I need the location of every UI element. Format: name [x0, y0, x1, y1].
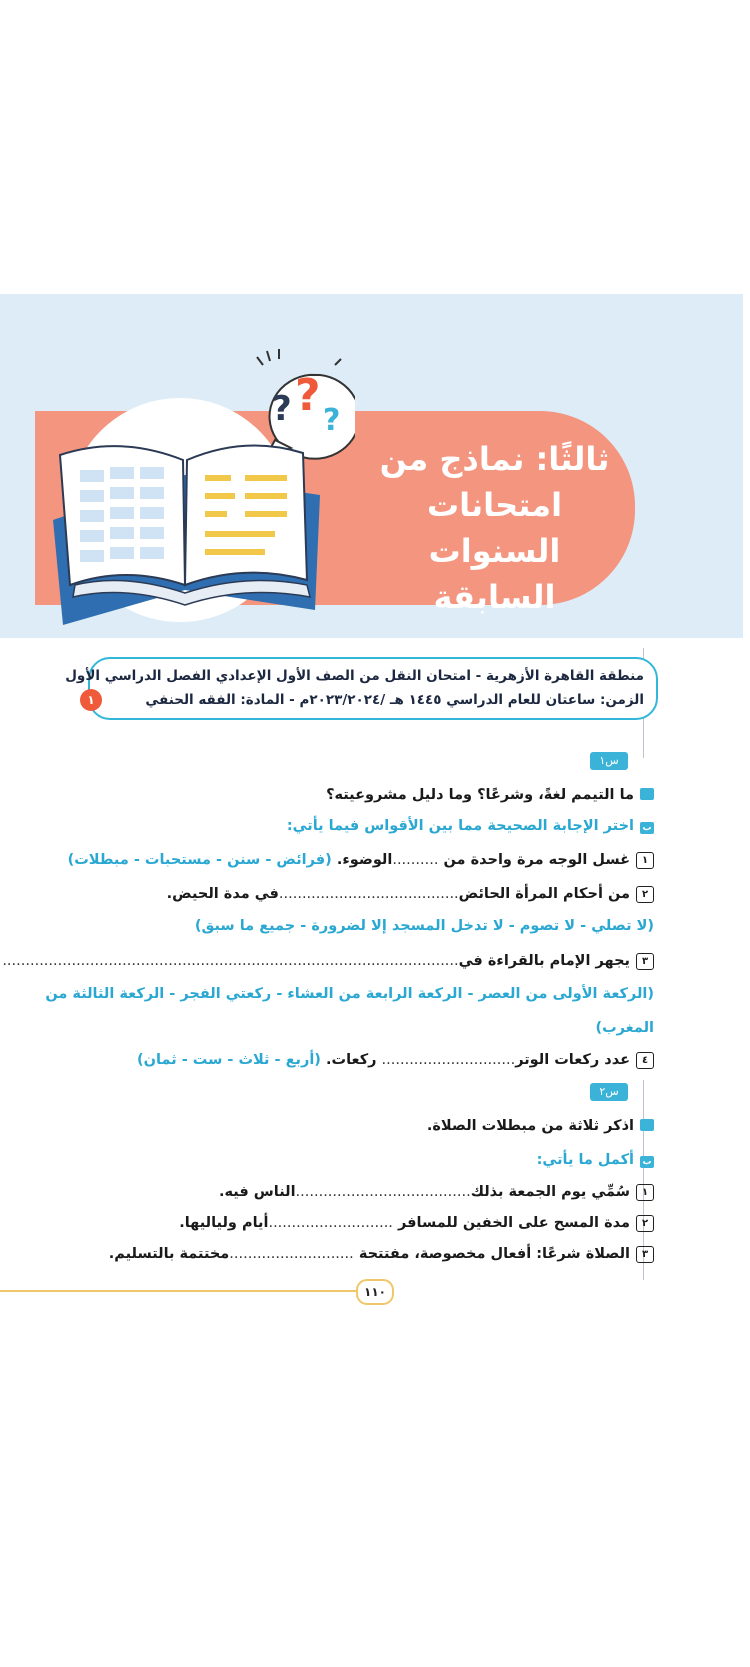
- footer-rule: [0, 1290, 356, 1292]
- q2-part-b-heading: [537, 1152, 654, 1168]
- item-text: غسل الوجه مرة واحدة من: [443, 852, 630, 868]
- blank-dots: ...................................................................................................: [2, 953, 459, 969]
- blank-dots: ...........................: [229, 1246, 354, 1262]
- exam-number-badge: ١: [80, 689, 102, 711]
- svg-text:?: ?: [272, 389, 292, 429]
- q1-item-3: [2, 953, 654, 970]
- part-b-label: ب: [640, 1156, 654, 1168]
- page-number: ١١٠: [356, 1279, 394, 1305]
- q2-a-text: اذكر ثلاثة من مبطلات الصلاة.: [426, 1118, 634, 1134]
- question-tag-1: س١: [590, 752, 628, 770]
- question-bubble-icon: [257, 349, 355, 462]
- q2-item-1: [219, 1184, 654, 1201]
- open-book-icon: [53, 445, 320, 625]
- item-text: سُمِّي يوم الجمعة بذلك: [470, 1184, 630, 1200]
- item-number: ٢: [636, 1215, 654, 1232]
- q1-b-heading-text: اختر الإجابة الصحيحة مما بين الأقواس فيما يأتي:: [286, 818, 634, 834]
- title-line-2: امتحانات السنوات: [426, 486, 563, 570]
- item-text: يجهر الإمام بالقراءة في: [458, 953, 630, 969]
- q1-item-1: [68, 852, 654, 869]
- item-text-after: في مدة الحيض.: [166, 886, 279, 902]
- item-number: ٤: [636, 1052, 654, 1069]
- q1-part-b-heading: [287, 818, 654, 834]
- q2-part-a: [427, 1118, 654, 1134]
- q2-item-2: [179, 1215, 654, 1232]
- bullet-icon: [640, 1119, 654, 1131]
- item-number: ٣: [636, 953, 654, 970]
- part-b-label: ب: [640, 822, 654, 834]
- item-options: (فرائض - سنن - مستحبات - مبطلات): [67, 852, 332, 868]
- q1-item-3-options-2: المغرب): [595, 1020, 654, 1036]
- title-line-1: ثالثًا: نماذج من: [379, 440, 610, 478]
- item-text: مدة المسح على الخفين للمسافر: [397, 1215, 630, 1231]
- q1-a-text: ما التيمم لغةً، وشرعًا؟ وما دليل مشروعيته؟: [326, 787, 634, 803]
- blank-dots: ..........: [392, 852, 439, 868]
- item-text: من أحكام المرأة الحائض: [458, 886, 630, 902]
- blank-dots: .......................................: [278, 886, 459, 902]
- svg-text:?: ?: [323, 403, 341, 438]
- bullet-icon: [640, 788, 654, 800]
- item-text: الصلاة شرعًا: أفعال مخصوصة، مفتتحة: [358, 1246, 630, 1262]
- item-text-after: الوضوء.: [336, 852, 393, 868]
- item-number: ١: [636, 1184, 654, 1201]
- blank-dots: ......................................: [295, 1184, 471, 1200]
- item-number: ٢: [636, 886, 654, 903]
- item-text-after: ركعات.: [325, 1052, 377, 1068]
- q1-part-a: [326, 787, 654, 803]
- q1-item-2-options: (لا تصلي - لا تصوم - لا تدخل المسجد إلا لضرورة - جميع ما سبق): [194, 918, 654, 934]
- item-text-after: أيام ولياليها.: [179, 1215, 269, 1231]
- page-title: [362, 436, 627, 620]
- item-number: ١: [636, 852, 654, 869]
- question-tag-2: س٢: [590, 1083, 628, 1101]
- exam-info-box: [65, 657, 658, 720]
- exam-info-line-1: منطقة القاهرة الأزهرية - امتحان النقل من الصف الأول الإعدادي الفصل الدراسي الأول: [65, 668, 644, 684]
- item-text: عدد ركعات الوتر: [515, 1052, 630, 1068]
- q1-item-3-options-1: (الركعة الأولى من العصر - الركعة الرابعة من العشاء - ركعتي الفجر - الركعة الثالثة من: [45, 986, 654, 1002]
- q1-item-2: [167, 886, 654, 903]
- item-number: ٣: [636, 1246, 654, 1263]
- item-text-after: الناس فيه.: [218, 1184, 296, 1200]
- item-text-after: مختتمة بالتسليم.: [108, 1246, 230, 1262]
- q1-item-4: [137, 1052, 654, 1069]
- blank-dots: ...........................: [268, 1215, 393, 1231]
- blank-dots: .............................: [381, 1052, 516, 1068]
- title-line-3: السابقة: [433, 578, 556, 616]
- book-illustration: [35, 335, 355, 635]
- exam-info-line-2: الزمن: ساعتان للعام الدراسي ١٤٤٥ هـ /٢٠٢٣/٢٠٢٤م - المادة: الفقه الحنفي: [145, 692, 644, 708]
- item-options: (أربع - ثلاث - ست - ثمان): [137, 1052, 321, 1068]
- svg-text:?: ?: [295, 370, 321, 421]
- q2-item-3: [109, 1246, 654, 1263]
- q2-b-heading-text: أكمل ما يأتي:: [536, 1152, 634, 1168]
